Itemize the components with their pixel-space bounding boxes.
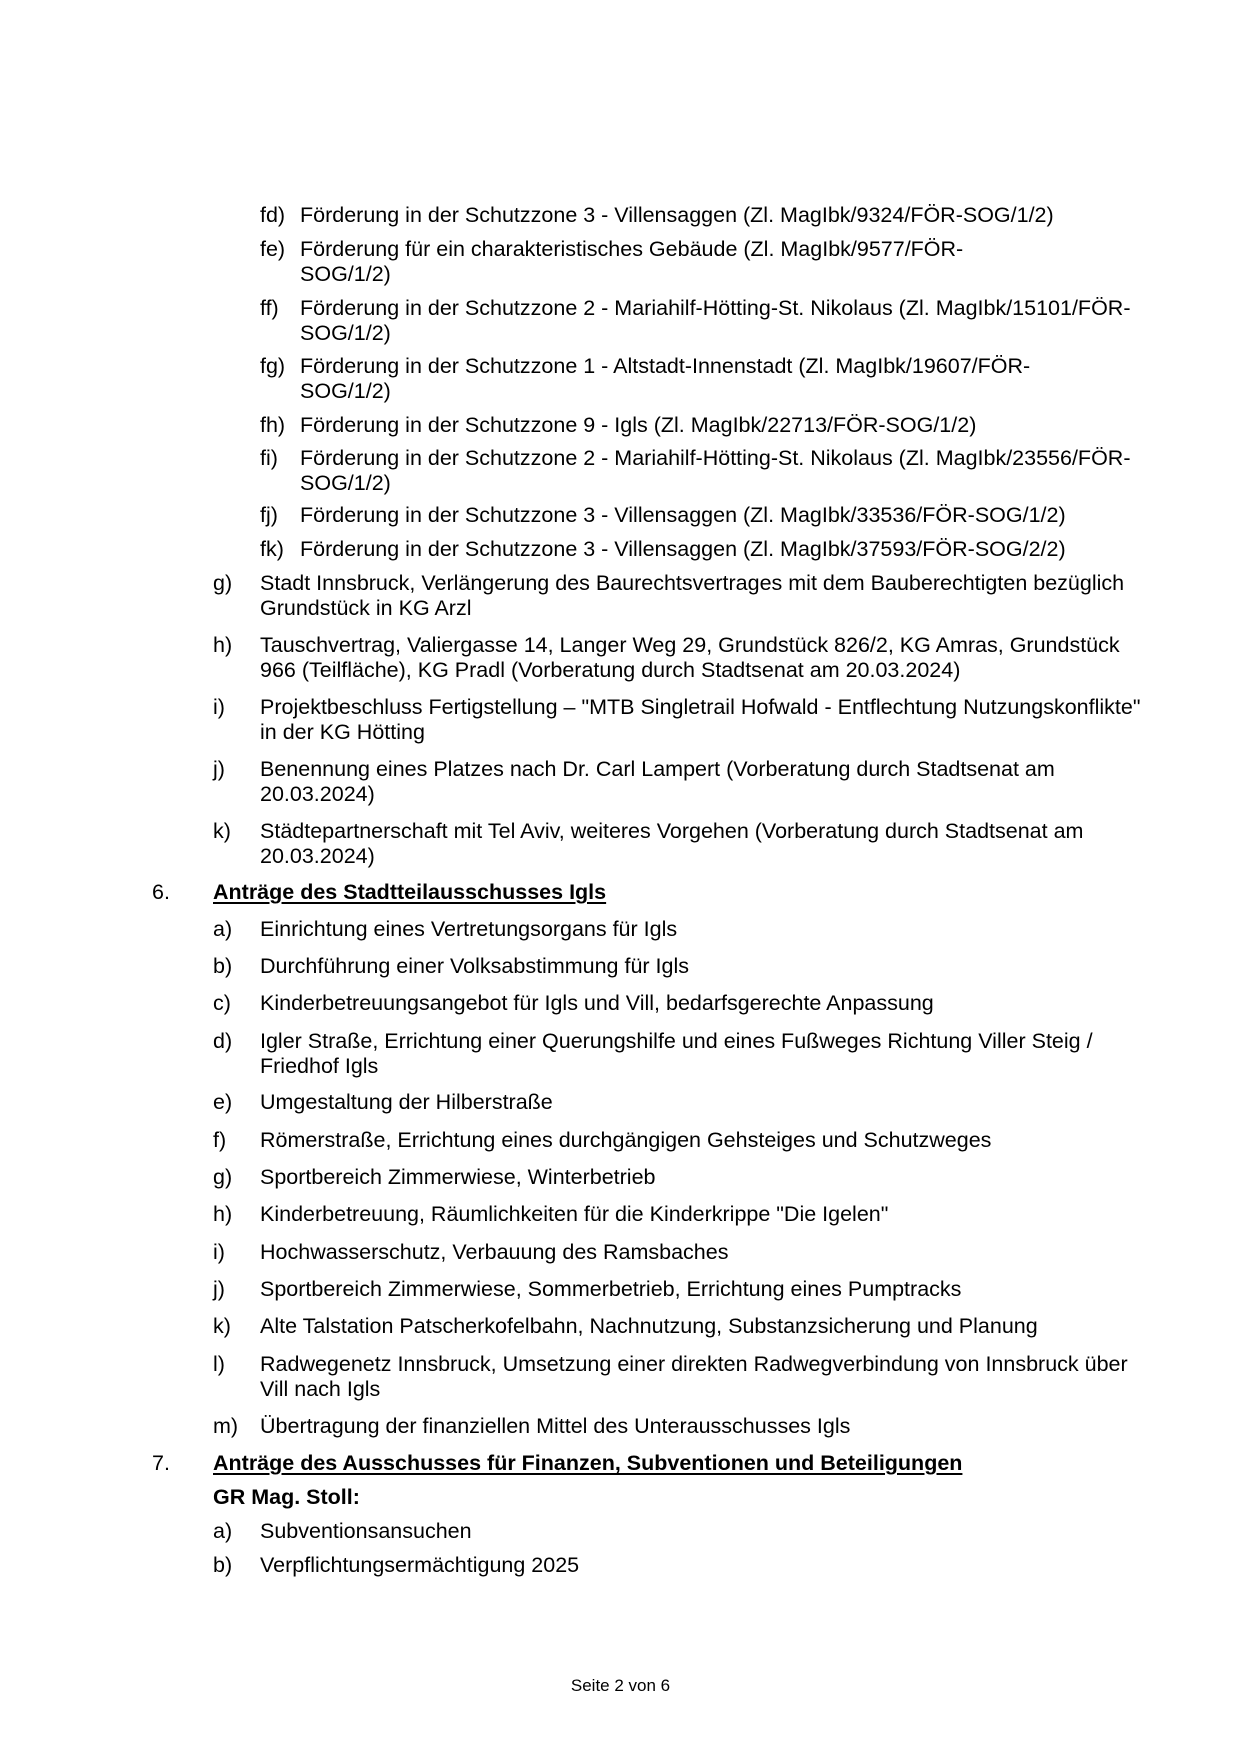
item-text: Sportbereich Zimmerwiese, Sommerbetrieb, Errichtung eines Pumptracks [260, 1277, 962, 1301]
item-label: fd) [260, 203, 286, 227]
item-text: Durchführung einer Volksabstimmung für Igls [260, 954, 690, 978]
item-label: i) [213, 695, 225, 719]
list-item [213, 1128, 1145, 1153]
list-item [213, 757, 1093, 807]
item-text: Benennung eines Platzes nach Dr. Carl Lampert (Vorberatung durch Stadtsenat am 20.03.2024) [260, 757, 1055, 806]
item-text: Projektbeschluss Fertigstellung – "MTB Singletrail Hofwald - Entflechtung Nutzungskonflikte" in der KG Hötting [260, 695, 1141, 744]
section-number: 6. [152, 880, 170, 904]
item-label: fe) [260, 237, 286, 261]
section-title: Anträge des Ausschusses für Finanzen, Subventionen und Beteiligungen [213, 1451, 963, 1475]
item-text: Förderung in der Schutzzone 9 - Igls (Zl. MagIbk/22713/FÖR-SOG/1/2) [300, 413, 977, 437]
item-label: a) [213, 917, 233, 941]
list-item [260, 354, 1095, 404]
item-label: l) [213, 1352, 225, 1376]
item-label: i) [213, 1240, 225, 1264]
item-text: Igler Straße, Errichtung einer Querungshilfe und eines Fußweges Richtung Viller Steig / Friedhof Igls [260, 1029, 1093, 1078]
list-item [260, 203, 1140, 228]
item-label: e) [213, 1090, 233, 1114]
item-text: Kinderbetreuungsangebot für Igls und Vill, bedarfsgerechte Anpassung [260, 991, 934, 1015]
section-heading [152, 880, 1145, 905]
item-text: Einrichtung eines Vertretungsorgans für Igls [260, 917, 678, 941]
item-label: g) [213, 1165, 233, 1189]
item-label: m) [213, 1414, 239, 1438]
item-text: Hochwasserschutz, Verbauung des Ramsbaches [260, 1240, 729, 1264]
list-item [213, 1165, 1145, 1190]
item-label: c) [213, 991, 231, 1015]
list-item [213, 1519, 1145, 1544]
item-label: fk) [260, 537, 284, 561]
item-label: ff) [260, 296, 279, 320]
list-item [260, 237, 1035, 287]
item-label: b) [213, 1553, 233, 1577]
item-label: k) [213, 819, 231, 843]
list-item [260, 503, 1140, 528]
item-label: j) [213, 757, 225, 781]
list-item [213, 819, 1093, 869]
item-label: d) [213, 1029, 233, 1053]
list-item [213, 695, 1145, 745]
item-text: Stadt Innsbruck, Verlängerung des Baurechtsvertrages mit dem Bauberechtigten bezüglich Grundstück in KG Arzl [260, 571, 1125, 620]
item-label: k) [213, 1314, 231, 1338]
item-label: h) [213, 1202, 233, 1226]
item-label: j) [213, 1277, 225, 1301]
list-item [213, 954, 1145, 979]
section-title: Anträge des Stadtteilausschusses Igls [213, 880, 607, 904]
list-item [213, 1314, 1145, 1339]
list-item [213, 633, 1145, 683]
speaker-heading: GR Mag. Stoll: [213, 1485, 360, 1509]
list-item [260, 413, 1140, 438]
list-item [213, 571, 1145, 621]
list-item [213, 1029, 1093, 1079]
list-item [213, 991, 1145, 1016]
list-item [260, 296, 1140, 346]
section-heading [152, 1451, 1145, 1476]
item-text: Förderung in der Schutzzone 3 - Villensaggen (Zl. MagIbk/33536/FÖR-SOG/1/2) [300, 503, 1066, 527]
item-text: Förderung in der Schutzzone 2 - Mariahilf-Hötting-St. Nikolaus (Zl. MagIbk/15101/FÖR-SOG/1/2) [300, 296, 1131, 345]
list-item [260, 446, 1140, 496]
item-text: Förderung in der Schutzzone 3 - Villensaggen (Zl. MagIbk/37593/FÖR-SOG/2/2) [300, 537, 1066, 561]
item-label: g) [213, 571, 233, 595]
list-item [213, 1414, 1145, 1439]
item-text: Förderung in der Schutzzone 2 - Mariahilf-Hötting-St. Nikolaus (Zl. MagIbk/23556/FÖR-SOG/1/2) [300, 446, 1131, 495]
item-label: b) [213, 954, 233, 978]
item-text: Förderung in der Schutzzone 3 - Villensaggen (Zl. MagIbk/9324/FÖR-SOG/1/2) [300, 203, 1054, 227]
item-text: Sportbereich Zimmerwiese, Winterbetrieb [260, 1165, 656, 1189]
list-item [260, 537, 1140, 562]
item-label: a) [213, 1519, 233, 1543]
list-item [213, 1352, 1145, 1402]
item-text: Tauschvertrag, Valiergasse 14, Langer Weg 29, Grundstück 826/2, KG Amras, Grundstück 966 (Teilfläche), KG Pradl (Vorberatung durch Stadtsenat am 20.03.2024) [260, 633, 1120, 682]
page-footer: Seite 2 von 6 [570, 1676, 671, 1695]
section-number: 7. [152, 1451, 170, 1475]
list-item [213, 917, 1145, 942]
item-label: fh) [260, 413, 286, 437]
list-item [213, 1090, 1145, 1115]
list-item [213, 1277, 1145, 1302]
item-text: Alte Talstation Patscherkofelbahn, Nachnutzung, Substanzsicherung und Planung [260, 1314, 1038, 1338]
item-label: fi) [260, 446, 278, 470]
item-text: Übertragung der finanziellen Mittel des Unterausschusses Igls [260, 1414, 851, 1438]
item-text: Umgestaltung der Hilberstraße [260, 1090, 553, 1114]
item-label: fg) [260, 354, 286, 378]
list-item [213, 1553, 1145, 1578]
item-text: Städtepartnerschaft mit Tel Aviv, weiteres Vorgehen (Vorberatung durch Stadtsenat am 20.03.2024) [260, 819, 1084, 868]
item-text: Förderung in der Schutzzone 1 - Altstadt-Innenstadt (Zl. MagIbk/19607/FÖR-SOG/1/2) [300, 354, 1031, 403]
item-text: Römerstraße, Errichtung eines durchgängigen Gehsteiges und Schutzweges [260, 1128, 992, 1152]
list-item [213, 1202, 1145, 1227]
item-text: Verpflichtungsermächtigung 2025 [260, 1553, 580, 1577]
list-item [213, 1240, 1145, 1265]
item-label: h) [213, 633, 233, 657]
item-text: Kinderbetreuung, Räumlichkeiten für die Kinderkrippe "Die Igelen" [260, 1202, 889, 1226]
item-text: Förderung für ein charakteristisches Gebäude (Zl. MagIbk/9577/FÖR-SOG/1/2) [300, 237, 964, 286]
item-text: Radwegenetz Innsbruck, Umsetzung einer direkten Radwegverbindung von Innsbruck über Vill nach Igls [260, 1352, 1128, 1401]
item-text: Subventionsansuchen [260, 1519, 472, 1543]
item-label: f) [213, 1128, 227, 1152]
item-label: fj) [260, 503, 278, 527]
